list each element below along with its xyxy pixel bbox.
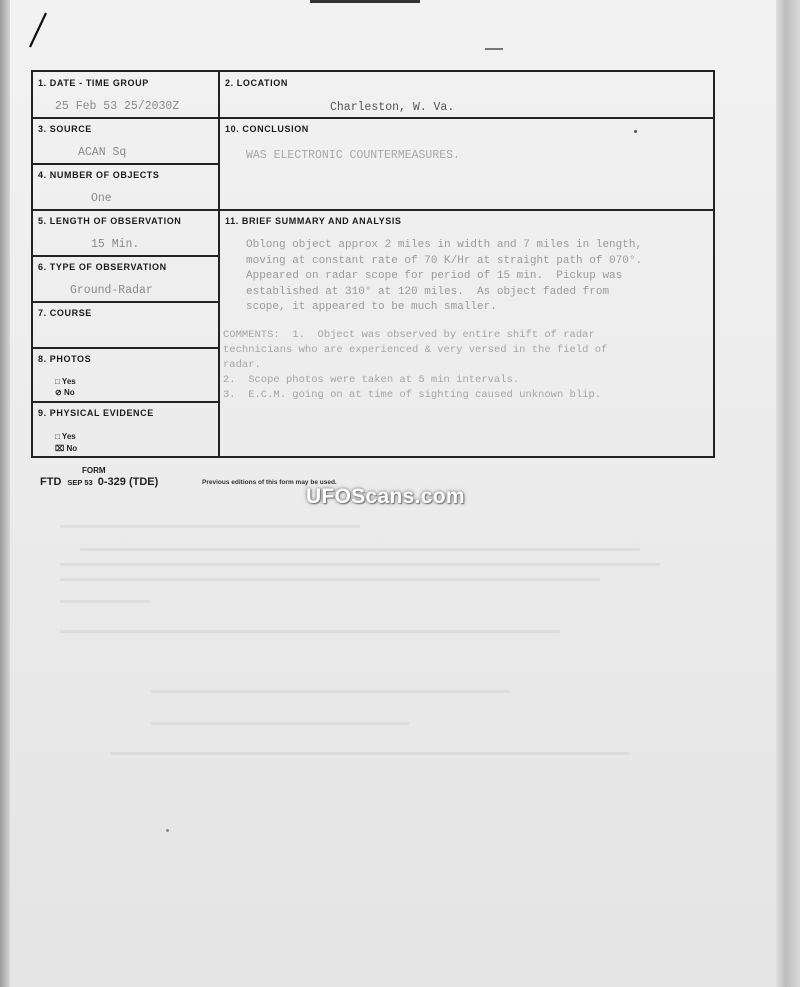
- length-of-observation-value: 15 Min.: [91, 238, 140, 251]
- footer-number: 0-329 (TDE): [97, 476, 159, 488]
- bleed-through-line: [150, 722, 410, 725]
- scan-speck: [166, 829, 169, 832]
- photos-label: 8. PHOTOS: [38, 354, 92, 364]
- bleed-through-line: [60, 525, 360, 528]
- course-label: 7. COURSE: [38, 308, 92, 318]
- row-divider: [33, 255, 219, 257]
- number-of-objects-value: One: [91, 192, 112, 205]
- row-divider: [33, 401, 219, 403]
- date-time-group-label: 1. DATE - TIME GROUP: [38, 78, 149, 88]
- bleed-through-line: [60, 563, 660, 566]
- comments-line: technicians who are experienced & very versed in the field of: [223, 344, 608, 356]
- physical-evidence-no-label: No: [66, 444, 78, 453]
- footer-form-word: FORM: [82, 466, 106, 475]
- footer-sep: SEP 53: [67, 478, 93, 487]
- bleed-through-line: [60, 600, 150, 603]
- row-divider: [219, 209, 713, 211]
- summary-text: [246, 238, 642, 316]
- summary-line: established at 310° at 120 miles. As object faded from: [246, 285, 610, 298]
- number-of-objects-label: 4. NUMBER OF OBJECTS: [38, 170, 160, 180]
- source-value: ACAN Sq: [78, 146, 127, 159]
- physical-evidence-yes-label: Yes: [61, 432, 76, 441]
- bleed-through-line: [80, 548, 640, 551]
- summary-line: Appeared on radar scope for period of 15 min. Pickup was: [246, 270, 623, 282]
- location-value: Charleston, W. Va.: [330, 101, 455, 114]
- row-divider: [33, 347, 219, 349]
- footer-previous-editions: Previous editions of this form may be used.: [202, 479, 337, 486]
- row-divider: [33, 117, 219, 119]
- comments-line: 2. Scope photos were taken at 5 min intervals.: [223, 374, 520, 386]
- row-divider: [219, 117, 713, 119]
- bleed-through-line: [110, 752, 630, 755]
- conclusion-value: WAS ELECTRONIC COUNTERMEASURES.: [246, 149, 460, 162]
- photos-no-check-icon: ⊘: [55, 388, 62, 397]
- photos-no-label: No: [63, 388, 75, 397]
- physical-evidence-no-check-icon: ⌧: [55, 444, 65, 453]
- report-form: [31, 70, 715, 458]
- scan-top-mark-small: [485, 48, 503, 50]
- length-of-observation-label: 5. LENGTH OF OBSERVATION: [38, 216, 182, 226]
- summary-label: 11. BRIEF SUMMARY AND ANALYSIS: [225, 216, 402, 226]
- watermark-text: UFOScans.com: [306, 485, 465, 508]
- type-of-observation-label: 6. TYPE OF OBSERVATION: [38, 262, 167, 272]
- scan-right-edge: [776, 0, 800, 987]
- pen-slash-mark: [26, 10, 50, 50]
- photos-yes-label: Yes: [61, 377, 76, 386]
- photos-yes-option: □ Yes: [55, 377, 76, 386]
- row-divider: [33, 301, 219, 303]
- comments-text: [223, 328, 607, 403]
- comments-line: 3. E.C.M. going on at time of sighting caused unknown blip.: [223, 389, 602, 401]
- bleed-through-line: [60, 630, 560, 633]
- conclusion-label: 10. CONCLUSION: [225, 124, 309, 134]
- scan-left-edge: [0, 0, 10, 987]
- source-label: 3. SOURCE: [38, 124, 92, 134]
- summary-line: moving at constant rate of 70 K/Hr at straight path of 070°.: [246, 254, 643, 267]
- row-divider: [33, 209, 219, 211]
- physical-evidence-label: 9. PHYSICAL EVIDENCE: [38, 408, 154, 418]
- scan-top-mark: [310, 0, 420, 3]
- comments-line: radar.: [223, 359, 261, 371]
- location-label: 2. LOCATION: [225, 78, 288, 88]
- scan-speck: [634, 130, 637, 133]
- row-divider: [33, 163, 219, 165]
- type-of-observation-value: Ground-Radar: [70, 284, 153, 297]
- column-divider: [218, 72, 220, 456]
- physical-evidence-no-option: [55, 444, 77, 453]
- date-time-group-value: 25 Feb 53 25/2030Z: [55, 100, 180, 113]
- photos-no-option: [55, 388, 75, 397]
- summary-line: Oblong object approx 2 miles in width and 7 miles in length,: [246, 239, 643, 251]
- comments-line: COMMENTS: 1. Object was observed by entire shift of radar: [223, 329, 595, 341]
- bleed-through-line: [60, 578, 600, 581]
- footer-form-number: [40, 476, 158, 488]
- physical-evidence-yes-option: □ Yes: [55, 432, 76, 441]
- bleed-through-line: [150, 690, 510, 693]
- summary-line: scope, it appeared to be much smaller.: [246, 301, 497, 313]
- footer-ftd: FTD: [40, 476, 62, 488]
